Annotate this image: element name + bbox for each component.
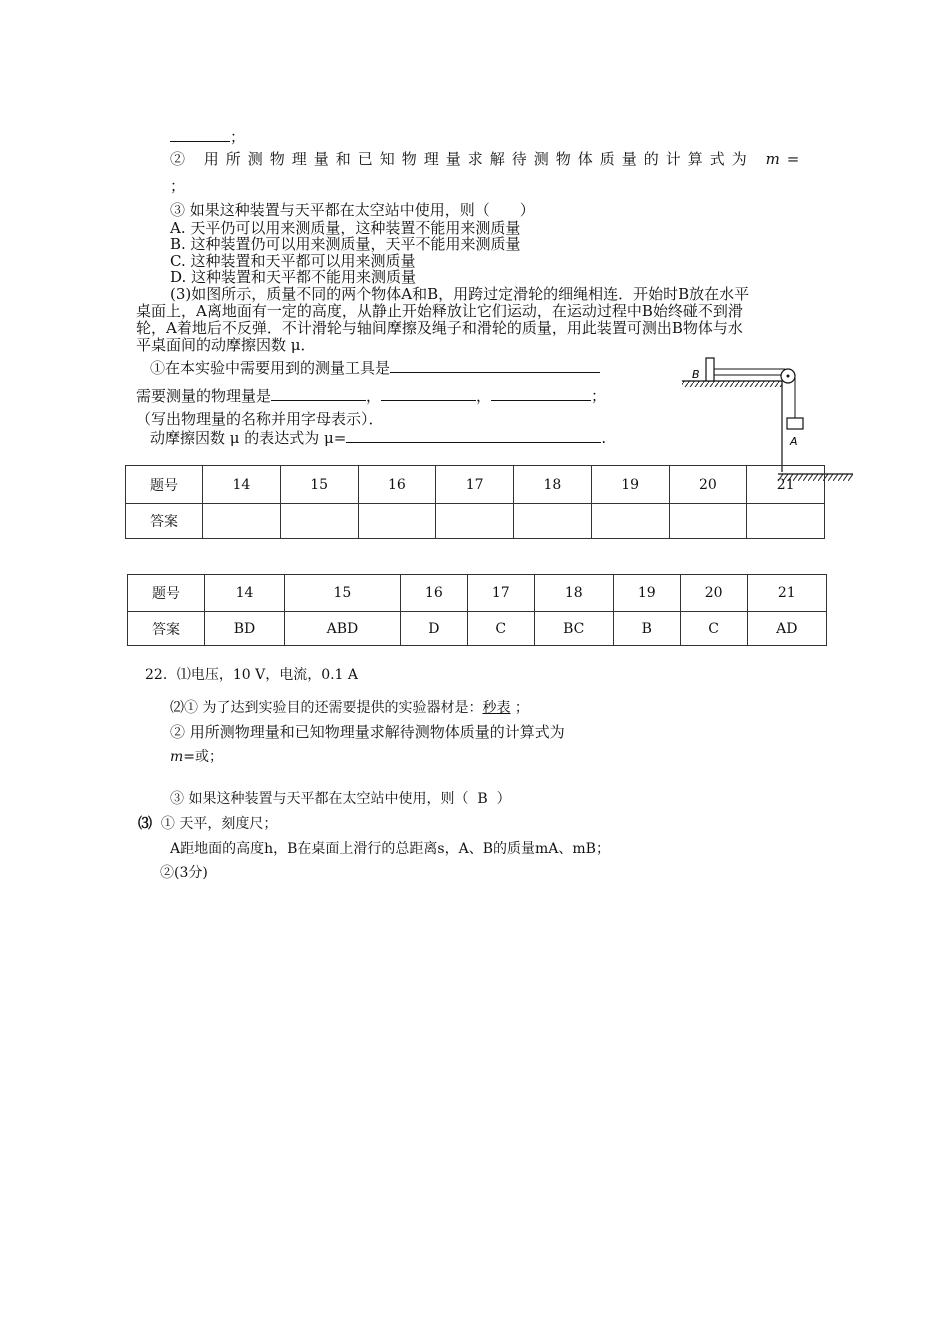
number-cell: 19 xyxy=(613,575,680,612)
table-header-row xyxy=(126,466,825,504)
number-cell: 15 xyxy=(284,575,400,612)
blank-line: ； xyxy=(170,127,245,146)
number-cell: 15 xyxy=(280,466,358,504)
block-b xyxy=(706,358,714,381)
question-item-2: ② 用所测物理量和已知物理量求解待测物体质量的计算式为 m= xyxy=(170,150,807,168)
solution-3-quantities: A距地面的高度h，B在桌面上滑行的总距离s，A、B的质量mA、mB； xyxy=(170,841,610,857)
block-a-label: A xyxy=(790,435,798,448)
table-header-row xyxy=(128,575,827,612)
answer-cell: AD xyxy=(747,612,826,646)
number-cell: 16 xyxy=(358,466,436,504)
option-b: B. 这种装置仍可以用来测质量，天平不能用来测质量 xyxy=(170,235,521,253)
q3-mu-expression: 动摩擦因数 μ 的表达式为 μ= . xyxy=(150,429,607,447)
answer-label: 答案 xyxy=(128,612,205,646)
number-cell: 17 xyxy=(436,466,514,504)
question-item-2-end: ； xyxy=(170,177,186,195)
option-d: D. 这种装置和天平都不能用来测质量 xyxy=(170,268,417,286)
solution-2-1: ⑵① 为了达到实验目的还需要提供的实验器材是：秒表 ； xyxy=(170,700,529,716)
option-a: A. 天平仍可以用来测质量，这种装置不能用来测质量 xyxy=(170,219,521,237)
number-cell: 17 xyxy=(467,575,534,612)
answer-table-blank xyxy=(125,465,825,539)
answer-cell xyxy=(514,504,592,539)
answer-cell xyxy=(280,504,358,539)
answer-label: 答案 xyxy=(126,504,203,539)
number-cell: 14 xyxy=(203,466,281,504)
answer-cell: C xyxy=(467,612,534,646)
question-item-3: ③ 如果这种装置与天平都在太空站中使用，则（ ） xyxy=(170,201,535,219)
number-cell: 18 xyxy=(534,575,613,612)
q3-tools: ①在本实验中需要用到的测量工具是 xyxy=(150,358,600,377)
solution-3: ⑶ ① 天平，刻度尺； xyxy=(138,816,278,832)
answer-cell: BD xyxy=(205,612,285,646)
answer-cell: B xyxy=(613,612,680,646)
answer-cell: C xyxy=(680,612,747,646)
answer-cell xyxy=(203,504,281,539)
number-cell: 20 xyxy=(669,466,747,504)
number-cell: 20 xyxy=(680,575,747,612)
block-b-label: B xyxy=(692,368,700,381)
answer-cell: BC xyxy=(534,612,613,646)
answer-cell xyxy=(747,504,825,539)
q3-line-3: 轮，A着地后不反弹．不计滑轮与轴间摩擦及绳子和滑轮的质量，用此装置可测出B物体与水 xyxy=(136,319,743,337)
block-a xyxy=(787,418,803,429)
number-cell: 18 xyxy=(514,466,592,504)
solution-2-2: ② 用所测物理量和已知物理量求解待测物体质量的计算式为 xyxy=(170,723,565,741)
answer-cell: D xyxy=(400,612,467,646)
table-surface xyxy=(682,381,782,472)
header-label: 题号 xyxy=(128,575,205,612)
table-answer-row xyxy=(128,612,827,646)
option-c: C. 这种装置和天平都可以用来测质量 xyxy=(170,252,416,270)
answer-cell xyxy=(436,504,514,539)
answer-cell: ABD xyxy=(284,612,400,646)
answer-table-key xyxy=(127,574,827,646)
answer-cell xyxy=(669,504,747,539)
number-cell: 19 xyxy=(591,466,669,504)
pulley-apparatus-figure xyxy=(678,348,856,484)
q3-note: （写出物理量的名称并用字母表示）． xyxy=(136,410,384,428)
number-cell: 14 xyxy=(205,575,285,612)
solution-2-2-formula: m=或； xyxy=(170,749,224,765)
q3-line-2: 桌面上，A离地面有一定的高度，从静止开始释放让它们运动，在运动过程中B始终碰不到滑 xyxy=(136,302,743,320)
solution-2-3: ③ 如果这种装置与天平都在太空站中使用，则（ B ） xyxy=(170,791,511,807)
number-cell: 21 xyxy=(747,466,825,504)
q3-line-1: (3)如图所示，质量不同的两个物体A和B，用跨过定滑轮的细绳相连．开始时B放在水平 xyxy=(170,285,750,303)
table-answer-row xyxy=(126,504,825,539)
solution-22: 22．⑴电压，10 V，电流，0.1 A xyxy=(145,667,359,683)
q3-measure: 需要测量的物理量是 ， ， ； xyxy=(136,387,607,405)
number-cell: 16 xyxy=(400,575,467,612)
number-cell: 21 xyxy=(747,575,826,612)
answer-cell xyxy=(358,504,436,539)
solution-3-score: ②(3分) xyxy=(160,865,208,881)
q3-line-4: 平桌面间的动摩擦因数 μ． xyxy=(136,336,316,354)
answer-cell xyxy=(591,504,669,539)
header-label: 题号 xyxy=(126,466,203,504)
